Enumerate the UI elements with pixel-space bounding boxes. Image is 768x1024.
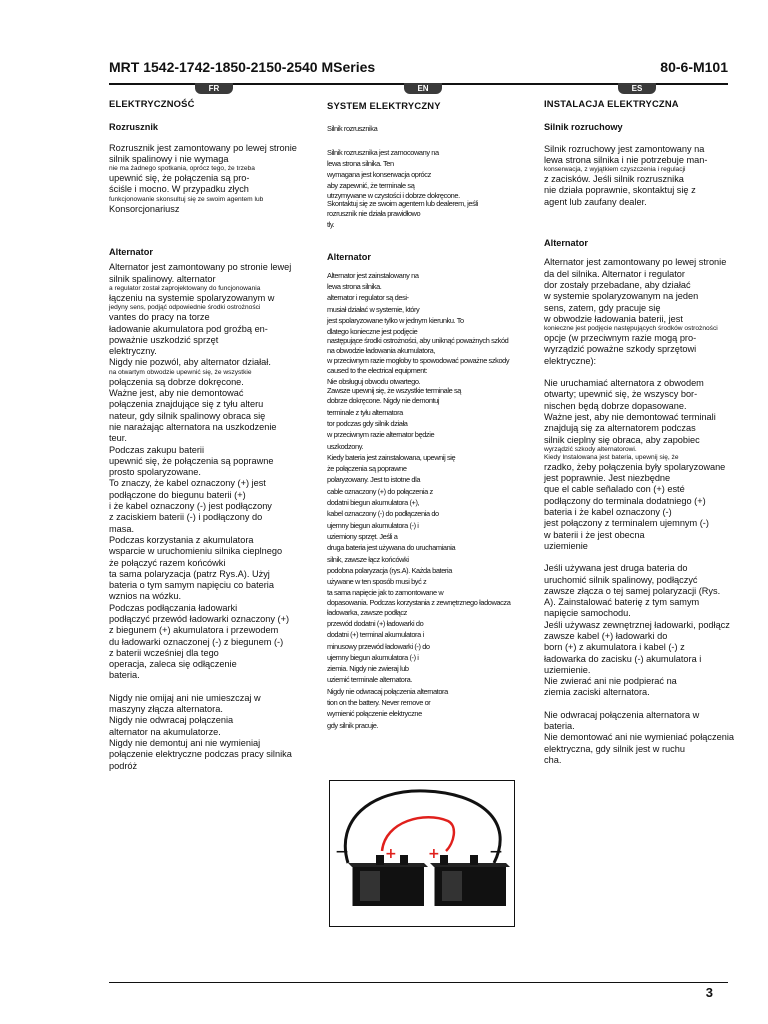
text-line: zawsze kabel (+) ładowarki do [544,630,668,641]
text-line: bateria. [544,721,575,732]
text-line: podobna polaryzacja (rys.A). Każda bateria [327,565,452,575]
text-line: nie działa poprawnie, skontaktuj się z [544,185,696,196]
text-line: cable oznaczony (+) do połączenia z [327,486,433,496]
text-line: podróż [109,760,138,771]
text-line: Nigdy nie pozwól, aby alternator działał. [109,357,271,368]
text-line: dodatni biegun akumulatora (+), [327,498,420,508]
text-line: alternator na akumulatorze. [109,726,221,737]
text-line: bateria o tym samym napięciu co bateria [109,580,274,591]
section-title: ELEKTRYCZNOŚĆ [109,98,195,109]
text-line: Skontaktuj się ze swoim agentem lub dealerem, jeśli [327,198,478,208]
text-line: ujemny biegun akumulatora (-) i [327,520,419,530]
text-line: połączenie elektryczne podczas pracy silnika [109,749,292,760]
alternator-text [327,270,511,731]
text-line: born (+) z akumulatora i kabel (-) z [544,642,685,653]
column-fr [109,98,309,772]
text-line: uziemienie. [544,664,591,675]
starter-text [109,143,309,215]
text-line: Silnik rozruchowy jest zamontowany na [544,143,705,154]
text-line: caused to the electrical equipment: [327,365,428,375]
text-line: bateria i że kabel oznaczony (-) [544,507,672,518]
alternator-title: Alternator [327,252,371,263]
text-line: Zawsze upewnij się, że wszystkie terminale są [327,386,461,396]
left-battery [348,855,428,906]
text-line: z zaciskiem baterii (-) i podłączony do [109,512,263,523]
column-en [327,100,511,731]
text-line: alternator i regulator są desi- [327,293,409,303]
text-line: elektryczne): [544,355,597,366]
text-line [544,552,754,563]
text-line: konieczne jest podjęcie następujących środków ostrożności [544,325,718,333]
text-line: da del silnika. Alternator i regulator [544,268,685,279]
black-cable [345,791,500,863]
text-line [544,699,754,710]
text-line: napięcie samochodu. [544,608,631,619]
language-tab-fr: FR [195,83,233,94]
text-line: wymagana jest konserwacja oprócz [327,170,431,180]
text-line: wyrządzić szkody alternatorowi. [544,445,637,453]
text-line: wyrządzić poważne szkody sprzętowi [544,344,697,355]
text-line: nischen będą dobrze dopasowane. [544,400,687,411]
text-line: aby zapewnić, że terminale są [327,181,415,191]
text-line: Jeśli używasz zewnętrznej ładowarki, podłącz [544,619,730,630]
text-line: nateur, gdy silnik spalinowy obraca się [109,410,266,421]
text-line: przewód dodatni (+) ładowarki do [327,618,424,628]
text-line: rzadko, żeby połączenia były spolaryzowane [544,461,726,472]
text-line: następujące środki ostrożności, aby uniknąć poważnych szkód [327,336,509,346]
text-line: ujemny biegun akumulatora (-) i [327,652,419,662]
text-line: wsparcie w uruchomieniu silnika cieplnego [109,546,283,557]
text-line: Nie zwierać ani nie podpierać na [544,676,677,687]
text-line: poważnie uszkodzić sprzęt [109,334,219,345]
text-line: upewnić się, że połączenia są pro- [109,173,250,184]
text-line: elektryczny. [109,346,157,357]
text-line: nie narażając alternatora na uszkodzenie [109,421,277,432]
text-line: z biegunem (+) akumulatora i przewodem [109,625,279,636]
text-line: Kiedy Instalowana jest bateria, upewnij się, że [544,453,679,461]
text-line: ładowarka, zawsze podłącz [327,607,407,617]
text-line: dopasowania. Podczas korzystania z zewnętrznego ładowacza [327,597,511,607]
text-line: masa. [109,523,135,534]
text-line: terminale z tyłu alternatora [327,407,403,417]
text-line: jest spolaryzowane tylko w jednym kierunku. To [327,315,464,325]
text-line: nie ma żadnego spotkania, oprócz tego, że trzeba [109,165,255,173]
text-line: ładowanie akumulatora pod groźbą en- [109,323,268,334]
text-line: na obwodzie ładowania akumulatora, [327,346,436,356]
text-line [109,682,309,693]
document-title: MRT 1542-1742-1850-2150-2540 MSeries [109,59,376,75]
starter-text [544,144,754,208]
text-line: z baterii wcześniej dla tego [109,647,219,658]
right-battery [430,855,510,906]
text-line: cha. [544,754,562,765]
text-line: tor podczas gdy silnik działa [327,418,408,428]
jumper-cables-illustration [330,781,514,926]
text-line: w przeciwnym razie alternator będzie [327,430,435,440]
text-line: ta sama napięcie jak to zamontowane w [327,588,444,598]
text-line: Nie uruchamiać alternatora z obwodem [544,378,704,389]
text-line: kabel oznaczony (-) do podłączenia do [327,509,439,519]
language-tab-en: EN [404,83,442,94]
text-line: otwarty; upewnić się, że wszyscy bor- [544,389,698,400]
text-line: w obwodzie ładowania baterii, jest [544,313,683,324]
text-line: ta sama polaryzacja (patrz Rys.A). Użyj [109,568,270,579]
text-line: lewa strona silnika. Ten [327,158,394,168]
text-line: silnik, zawsze łącz końcówki [327,554,409,564]
text-line: que el cable señalado con (+) esté [544,484,685,495]
document-code: 80-6-M101 [660,59,728,75]
text-line: wymienić połączenie elektryczne [327,709,422,719]
text-line: w baterii i że jest obecna [544,529,645,540]
text-line: Kiedy bateria jest zainstalowana, upewnij się [327,452,456,462]
text-line: ładowarka do zacisku (-) akumulatora i [544,653,702,664]
text-line: agent lub zaufany dealer. [544,196,647,207]
text-line: lewa strona silnika i nie potrzebuje man- [544,154,708,165]
text-line: Jeśli używana jest druga bateria do [544,563,688,574]
text-line: polaryzowany. Jest to istotne dla [327,475,421,485]
section-title: SYSTEM ELEKTRYCZNY [327,100,441,111]
text-line: dlatego konieczne jest podjęcie [327,327,418,337]
text-line: a regulator został zaprojektowany do funcjonowania [109,284,261,292]
text-line: Nigdy nie demontuj ani nie wymieniaj [109,737,261,748]
minus-symbol-left: — [336,844,348,858]
text-line: silnik spalinowy i nie wymaga [109,153,229,164]
text-line: dor zostały przebadane, aby działać [544,279,691,290]
text-line: ściśle i mocno. W przypadku złych [109,184,249,195]
starter-title: Silnik rozruchowy [544,122,623,133]
battery-jumper-figure [329,780,515,927]
text-line: Alternator jest zamontowany po lewej stronie [544,257,727,268]
text-line: rozrusznik nie działa prawidłowo [327,208,421,218]
text-line: konserwacja, z wyjątkiem czyszczenia i regulacji [544,166,686,174]
text-line: połączenia są dobrze dokręcone. [109,376,244,387]
text-line: uziemić terminale alternatora. [327,675,412,685]
text-line: Nie odwracaj połączenia alternatora w [544,709,700,720]
text-line: Silnik rozrusznika jest zamocowany na [327,147,439,157]
text-line: Podczas korzystania z akumulatora [109,534,254,545]
text-line: ziemia. Nigdy nie zwieraj lub [327,664,409,674]
text-line: z zacisków. Jeśli silnik rozrusznika [544,174,684,185]
text-line: Podczas zakupu baterii [109,444,204,455]
text-line: podłączony do terminala dodatniego (+) [544,495,706,506]
text-line: w systemie spolaryzowanym na jeden [544,291,699,302]
alternator-title: Alternator [109,247,153,258]
text-line: podłączyć przewód ładowarki oznaczony (+) [109,613,290,624]
starter-title: Silnik rozrusznika [327,124,378,134]
text-line: maszyny złącza alternatora. [109,704,223,715]
text-line: upewnić się, że połączenia są poprawne [109,455,274,466]
text-line [544,367,754,378]
text-line: utrzymywane w czystości i dobrze dokręcone. [327,190,460,200]
text-line: w przeciwnym razie mogłoby to spowodować poważne szkody [327,355,510,365]
text-line: Nie obsługuj obwodu otwartego. [327,377,421,387]
plus-symbol-left: + [385,846,397,862]
text-line: zawsze złącza o tej samej polaryzacji (Rys. [544,585,721,596]
text-line: silnik cieplny się obraca, aby zapobiec [544,434,700,445]
text-line: opcje (w przeciwnym razie mogą pro- [544,333,697,344]
text-line: uszkodzony. [327,441,364,451]
text-line: Alternator jest zamontowany po stronie lewej [109,262,292,273]
page-number: 3 [705,985,713,1000]
text-line: jest poprawnie. Jest niezbędne [544,473,671,484]
text-line: Alternator jest zainstalowany na [327,270,419,280]
text-line: gdy silnik pracuje. [327,720,379,730]
text-line: łączeniu na systemie spolaryzowanym w [109,292,275,303]
text-line: uziemiony sprzęt. Jeśli a [327,531,398,541]
text-line: na otwartym obwodzie upewnić się, że wszystkie [109,368,252,376]
text-line: druga bateria jest używana do uruchamiania [327,543,456,553]
text-line: Podczas podłączania ładowarki [109,602,238,613]
text-line: jest połączony z terminalem ujemnym (-) [544,518,709,529]
text-line: połączenia znajdujące się z tyłu alteru [109,399,264,410]
text-line: uruchomić silnik spalinowy, podłączyć [544,574,698,585]
text-line: To znaczy, że kabel oznaczony (+) jest [109,478,266,489]
text-line: bateria. [109,670,140,681]
text-line: dobrze dokręcone. Nigdy nie demontuj [327,396,440,406]
text-line: Nigdy nie odwracaj połączenia alternatora [327,686,448,696]
text-line: silnik spalinowy. alternator [109,273,216,284]
minus-symbol-right: — [490,844,502,858]
text-line: znajdują się za alternatorem podczas [544,423,696,434]
text-line: używane w ten sposób musi być z [327,577,427,587]
text-line: operacja, zaleca się odłączenie [109,659,237,670]
text-line: minusowy przewód ładowarki (-) do [327,641,430,651]
text-line: lewa strona silnika. [327,281,382,291]
text-line: du ładowarki oznaczonej (-) z biegunem (-) [109,636,284,647]
text-line: że połączenia są poprawne [327,464,407,474]
text-line: funkcjonowanie skonsultuj się ze swoim agentem lub [109,195,264,203]
text-line: vantes do pracy na torze [109,312,210,323]
text-line: Ważne jest, aby nie demontować terminali [544,411,716,422]
text-line: tion on the battery. Never remove or [327,698,431,708]
text-line: i że kabel oznaczony (-) jest podłączony [109,501,272,512]
text-line: jedyny sens, podjąć odpowiednie środki ostrożności [109,304,261,312]
starter-text [327,147,477,231]
column-es [544,98,754,766]
language-tab-es: ES [618,83,656,94]
text-line: Ważne jest, aby nie demontować [109,388,244,399]
text-line: Nie demontować ani nie wymieniać połączenia [544,732,734,743]
alternator-title: Alternator [544,238,588,249]
text-line: prosto spolaryzowane. [109,467,201,478]
text-line: Nigdy nie omijaj ani nie umieszczaj w [109,692,261,703]
text-line: uziemienie [544,540,588,551]
text-line: dodatni (+) terminal akumulatora i [327,630,424,640]
alternator-text [544,257,754,766]
text-line: A). Zainstalować baterię z tym samym [544,597,700,608]
text-line: tly. [327,220,335,230]
text-line: Konsorcjonariusz [109,203,180,214]
plus-symbol-right: + [428,846,440,862]
text-line: że połączyć razem końcówki [109,557,226,568]
alternator-text [109,262,309,771]
text-line: sens, zatem, gdy pracuje się [544,302,661,313]
text-line: podłączone do biegunu baterii (+) [109,489,246,500]
starter-title: Rozrusznik [109,122,159,133]
text-line: musiał działać w systemie, który [327,304,420,314]
text-line: Nigdy nie odwracaj połączenia [109,715,234,726]
footer-rule [109,982,728,983]
text-line: wznios na wózku. [109,591,182,602]
text-line: Rozrusznik jest zamontowany po lewej stronie [109,142,297,153]
text-line: teur. [109,433,127,444]
text-line: ziemia zaciski alternatora. [544,687,650,698]
section-title: INSTALACJA ELEKTRYCZNA [544,98,679,109]
text-line: elektryczna, gdy silnik jest w ruchu [544,743,685,754]
